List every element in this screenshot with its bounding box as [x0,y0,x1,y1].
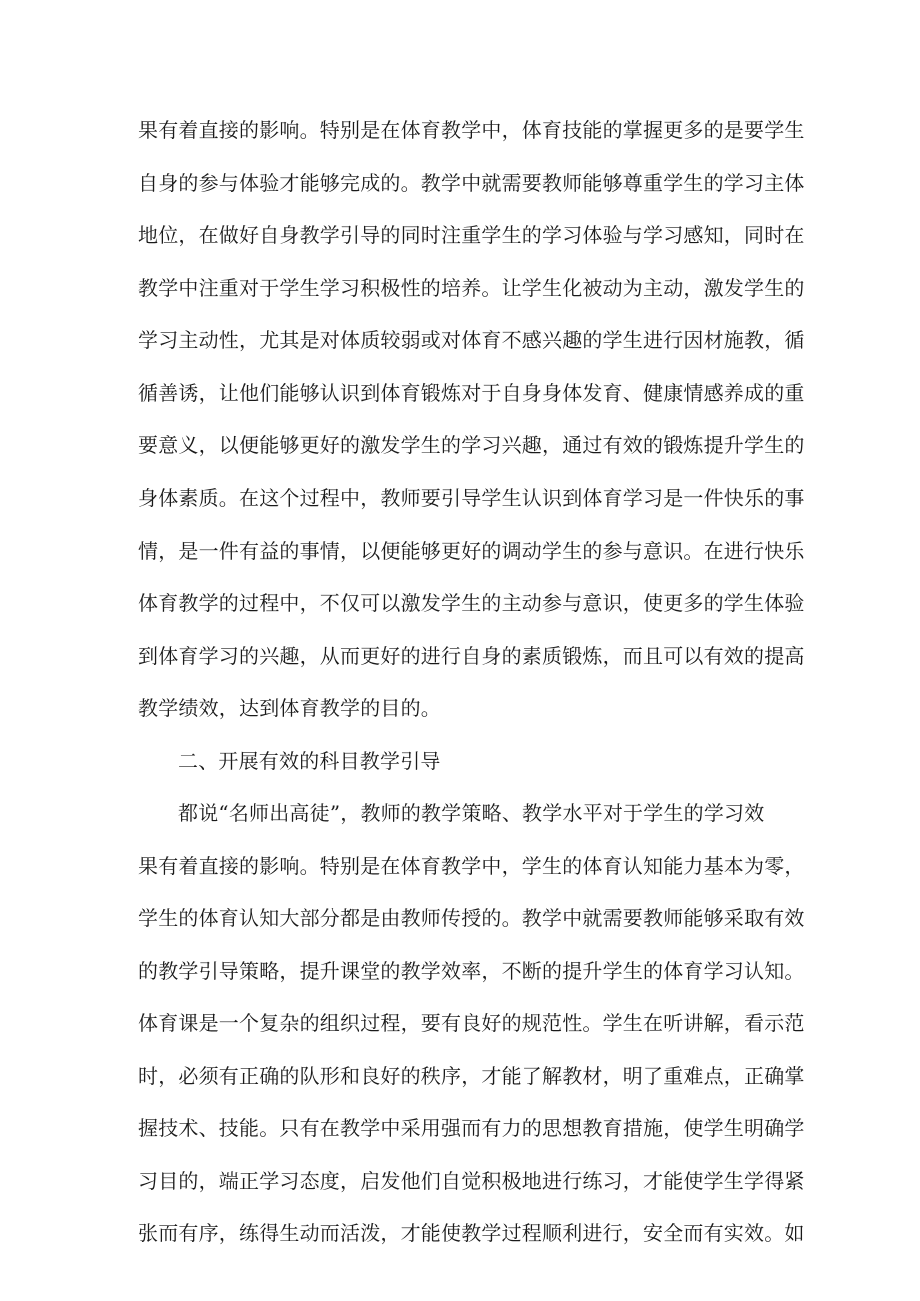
text-line: 情，是一件有益的事情，以便能够更好的调动学生的参与意识。在进行快乐 [138,539,805,563]
text-line: 握技术、技能。只有在教学中采用强而有力的思想教育措施，使学生明确学 [138,1116,805,1140]
text-line: 地位，在做好自身教学引导的同时注重学生的学习体验与学习感知，同时在 [138,223,805,247]
section-heading: 二、开展有效的科目教学引导 [178,749,441,773]
text-line: 果有着直接的影响。特别是在体育教学中，体育技能的掌握更多的是要学生 [138,118,805,142]
text-line: 教学中注重对于学生学习积极性的培养。让学生化被动为主动，激发学生的 [138,276,805,300]
text-line: 习目的，端正学习态度，启发他们自觉积极地进行练习，才能使学生学得紧 [138,1169,805,1193]
paragraph-first-line: 都说“名师出高徒”，教师的教学策略、教学水平对于学生的学习效 [178,801,765,825]
text-line: 身体素质。在这个过程中，教师要引导学生认识到体育学习是一件快乐的事 [138,486,805,510]
text-line: 循善诱，让他们能够认识到体育锻炼对于自身身体发育、健康情感养成的重 [138,381,805,405]
text-line: 学生的体育认知大部分都是由教师传授的。教学中就需要教师能够采取有效 [138,906,805,930]
text-line: 体育教学的过程中，不仅可以激发学生的主动参与意识，使更多的学生体验 [138,591,805,615]
text-line: 的教学引导策略，提升课堂的教学效率，不断的提升学生的体育学习认知。 [138,959,805,983]
text-line: 学习主动性，尤其是对体质较弱或对体育不感兴趣的学生进行因材施教，循 [138,328,805,352]
text-line: 要意义，以便能够更好的激发学生的学习兴趣，通过有效的锻炼提升学生的 [138,433,805,457]
text-line: 教学绩效，达到体育教学的目的。 [138,696,441,720]
text-line: 果有着直接的影响。特别是在体育教学中，学生的体育认知能力基本为零， [138,854,805,878]
text-line: 时，必须有正确的队形和良好的秩序，才能了解教材，明了重难点，正确掌 [138,1064,805,1088]
text-line: 自身的参与体验才能够完成的。教学中就需要教师能够尊重学生的学习主体 [138,171,805,195]
text-line: 到体育学习的兴趣，从而更好的进行自身的素质锻炼，而且可以有效的提高 [138,644,805,668]
text-line: 体育课是一个复杂的组织过程，要有良好的规范性。学生在听讲解，看示范 [138,1011,805,1035]
text-line: 张而有序，练得生动而活泼，才能使教学过程顺利进行，安全而有实效。如 [138,1221,805,1245]
